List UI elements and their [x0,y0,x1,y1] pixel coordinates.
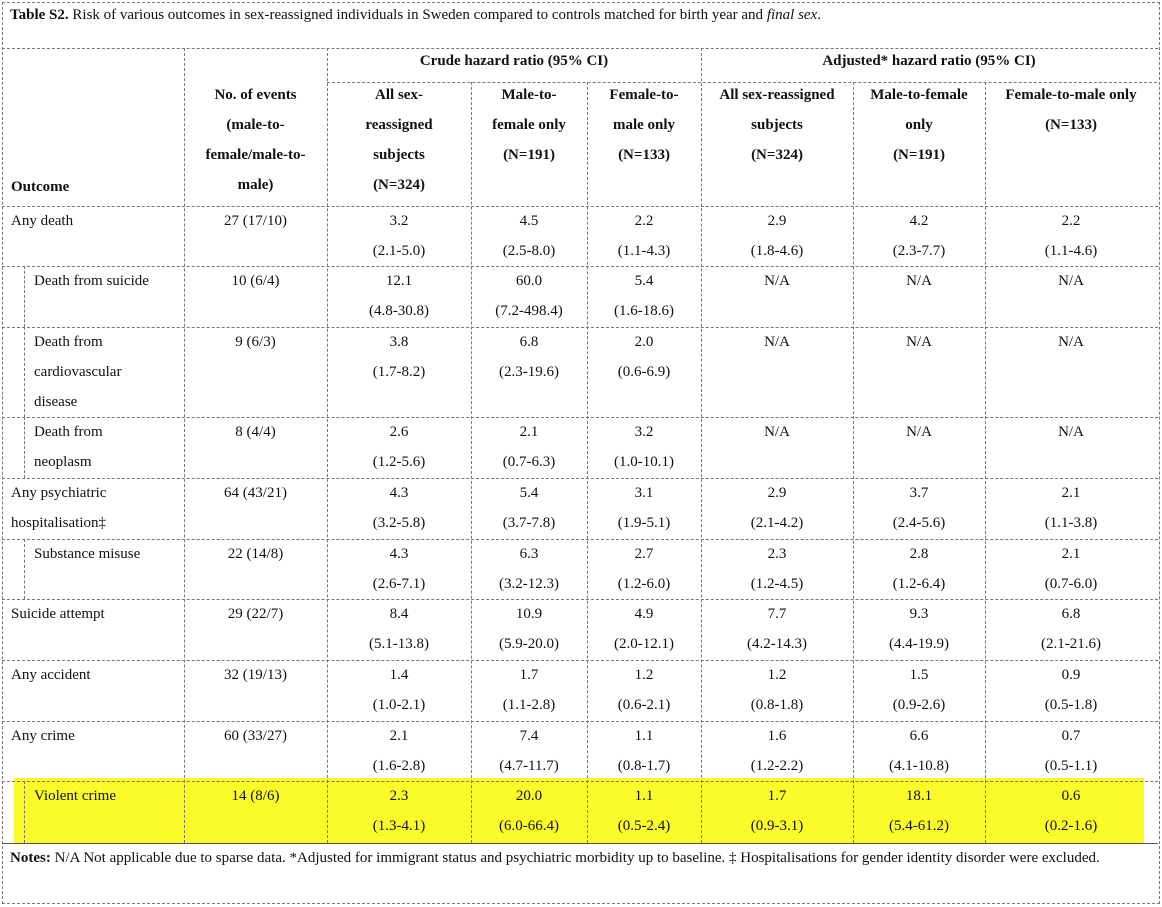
header-adjusted-mtf: (N=191) [893,147,945,163]
notes-label: Notes: [10,850,51,866]
outcome-label: cardiovascular [34,364,122,380]
confidence-interval: (2.1-5.0) [372,243,426,259]
rule-indent [24,539,25,599]
header-adjusted-ftm: Female-to-male only [1005,87,1137,103]
events-count: 22 (14/8) [227,546,284,562]
confidence-interval: (5.1-13.8) [369,636,429,652]
outcome-label: disease [34,394,78,410]
confidence-interval: (2.1-21.6) [1041,636,1101,652]
hazard-ratio: 6.8 [1061,606,1081,622]
events-count: 64 (43/21) [224,485,287,501]
hazard-ratio: 2.1 [1061,485,1081,501]
confidence-interval: (0.8-1.7) [617,758,671,774]
hazard-ratio: 6.8 [519,334,539,350]
events-count: 10 (6/4) [231,273,280,289]
confidence-interval: (4.4-19.9) [889,636,949,652]
events-count: 60 (33/27) [224,728,287,744]
header-events: female/male-to- [205,147,306,163]
confidence-interval: (1.2-5.6) [372,454,426,470]
confidence-interval: (3.2-12.3) [499,576,559,592]
events-count: 14 (8/6) [231,788,280,804]
confidence-interval: (3.7-7.8) [502,515,556,531]
header-adjusted-all: subjects [751,117,803,133]
events-count: 32 (19/13) [224,667,287,683]
confidence-interval: (2.4-5.6) [892,515,946,531]
hazard-ratio: 6.3 [519,546,539,562]
hazard-ratio: 2.0 [634,334,654,350]
confidence-interval: (2.3-7.7) [892,243,946,259]
hazard-ratio: 4.5 [519,213,539,229]
header-events: male) [237,177,274,193]
events-count: 29 (22/7) [227,606,284,622]
hazard-ratio: 6.6 [909,728,929,744]
confidence-interval: (1.6-18.6) [614,303,674,319]
confidence-interval: (4.2-14.3) [747,636,807,652]
hazard-ratio: 0.7 [1061,728,1081,744]
hazard-ratio: 4.9 [634,606,654,622]
header-adjusted-ftm: (N=133) [1045,117,1097,133]
hazard-ratio: 2.9 [767,213,787,229]
hazard-ratio: N/A [1058,424,1084,440]
confidence-interval: (1.2-6.4) [892,576,946,592]
confidence-interval: (0.9-2.6) [892,697,946,713]
hazard-ratio: 20.0 [515,788,543,804]
outcome-label: hospitalisation‡ [11,515,106,531]
outcome-label: Death from suicide [34,273,149,289]
confidence-interval: (4.7-11.7) [499,758,559,774]
outcome-label: Any psychiatric [11,485,107,501]
confidence-interval: (5.4-61.2) [889,818,949,834]
rule-indent [24,781,25,843]
caption-label: Table S2. [10,7,69,23]
events-count: 8 (4/4) [235,424,276,440]
confidence-interval: (2.0-12.1) [614,636,674,652]
confidence-interval: (0.5-1.8) [1044,697,1098,713]
confidence-interval: (0.6-2.1) [617,697,671,713]
events-count: 27 (17/10) [224,213,287,229]
confidence-interval: (1.1-2.8) [502,697,556,713]
table-caption [10,6,1150,24]
confidence-interval: (0.8-1.8) [750,697,804,713]
hazard-ratio: 2.3 [767,546,787,562]
confidence-interval: (1.6-2.8) [372,758,426,774]
caption-end: . [817,7,821,23]
hazard-ratio: 5.4 [634,273,654,289]
header-adjusted-mtf: only [905,117,933,133]
header-crude-mtf: female only [492,117,566,133]
hazard-ratio: 0.6 [1061,788,1081,804]
hazard-ratio: 2.1 [519,424,539,440]
outcome-label: neoplasm [34,454,92,470]
confidence-interval: (1.2-6.0) [617,576,671,592]
hazard-ratio: 60.0 [515,273,543,289]
outcome-label: Violent crime [34,788,116,804]
confidence-interval: (0.9-3.1) [750,818,804,834]
hazard-ratio: N/A [764,424,790,440]
hazard-ratio: 7.7 [767,606,787,622]
confidence-interval: (2.3-19.6) [499,364,559,380]
header-adjusted-all: All sex-reassigned [719,87,835,103]
confidence-interval: (0.7-6.3) [502,454,556,470]
confidence-interval: (1.2-4.5) [750,576,804,592]
caption-text: Risk of various outcomes in sex-reassigned individuals in Sweden compared to controls matched for birth year and [68,7,767,23]
hazard-ratio: 1.1 [634,728,654,744]
outcome-label: Substance misuse [34,546,141,562]
hazard-ratio: 2.7 [634,546,654,562]
confidence-interval: (7.2-498.4) [495,303,563,319]
confidence-interval: (0.7-6.0) [1044,576,1098,592]
header-crude-all: All sex- [375,87,423,103]
confidence-interval: (2.6-7.1) [372,576,426,592]
hazard-ratio: 9.3 [909,606,929,622]
confidence-interval: (1.1-4.6) [1044,243,1098,259]
hazard-ratio: N/A [764,334,790,350]
hazard-ratio: 4.3 [389,546,409,562]
outcome-label: Suicide attempt [11,606,105,622]
outcome-label: Death from [34,334,103,350]
hazard-ratio: N/A [906,334,932,350]
hazard-ratio: N/A [906,424,932,440]
hazard-ratio: 1.1 [634,788,654,804]
header-crude-all: subjects [373,147,425,163]
hazard-ratio: 2.9 [767,485,787,501]
header-adjusted-group: Adjusted* hazard ratio (95% CI) [822,53,1036,69]
confidence-interval: (2.5-8.0) [502,243,556,259]
hazard-ratio: 8.4 [389,606,409,622]
confidence-interval: (1.1-3.8) [1044,515,1098,531]
confidence-interval: (2.1-4.2) [750,515,804,531]
hazard-ratio: 3.1 [634,485,654,501]
hazard-ratio: 1.2 [634,667,654,683]
hazard-ratio: 3.2 [389,213,409,229]
confidence-interval: (1.8-4.6) [750,243,804,259]
header-outcome: Outcome [11,179,70,195]
hazard-ratio: N/A [1058,273,1084,289]
hazard-ratio: 2.3 [389,788,409,804]
confidence-interval: (1.0-2.1) [372,697,426,713]
hazard-ratio: 0.9 [1061,667,1081,683]
hazard-ratio: N/A [906,273,932,289]
outcome-label: Any death [11,213,74,229]
notes-text: N/A Not applicable due to sparse data. *Adjusted for immigrant status and psychiatric morbidity up to baseline. ‡ Hospitalisations for gender identity disorder were excluded. [50,850,1100,866]
hazard-ratio: 5.4 [519,485,539,501]
header-events: (male-to- [226,117,285,133]
hazard-ratio: 2.2 [634,213,654,229]
hazard-ratio: 3.2 [634,424,654,440]
confidence-interval: (0.2-1.6) [1044,818,1098,834]
header-crude-mtf: (N=191) [503,147,555,163]
confidence-interval: (1.7-8.2) [372,364,426,380]
confidence-interval: (3.2-5.8) [372,515,426,531]
events-count: 9 (6/3) [235,334,276,350]
hazard-ratio: 1.7 [519,667,539,683]
hazard-ratio: 3.8 [389,334,409,350]
confidence-interval: (4.8-30.8) [369,303,429,319]
confidence-interval: (5.9-20.0) [499,636,559,652]
hazard-ratio: 1.4 [389,667,409,683]
header-crude-ftm: male only [612,117,676,133]
table-notes [10,843,1150,873]
header-crude-mtf: Male-to- [501,87,557,103]
hazard-ratio: 7.4 [519,728,539,744]
confidence-interval: (1.9-5.1) [617,515,671,531]
hazard-ratio: 1.6 [767,728,787,744]
hazard-ratio: 1.5 [909,667,929,683]
hazard-ratio: 1.7 [767,788,787,804]
confidence-interval: (6.0-66.4) [499,818,559,834]
hazard-ratio: N/A [1058,334,1084,350]
rule-indent [24,327,25,417]
confidence-interval: (1.2-2.2) [750,758,804,774]
outcome-label: Any accident [11,667,91,683]
hazard-ratio: 4.3 [389,485,409,501]
header-adjusted-all: (N=324) [751,147,803,163]
hazard-ratio: 2.6 [389,424,409,440]
confidence-interval: (1.1-4.3) [617,243,671,259]
header-adjusted-mtf: Male-to-female [870,87,968,103]
confidence-interval: (0.6-6.9) [617,364,671,380]
caption-italic: final sex [766,7,818,23]
hazard-ratio: 10.9 [515,606,543,622]
hazard-ratio: 1.2 [767,667,787,683]
hazard-ratio: 4.2 [909,213,929,229]
header-events: No. of events [214,87,297,103]
confidence-interval: (1.0-10.1) [614,454,674,470]
hazard-ratio: 2.8 [909,546,929,562]
header-crude-ftm: (N=133) [618,147,670,163]
hazard-ratio: 18.1 [905,788,933,804]
hazard-ratio: N/A [764,273,790,289]
hazard-ratio: 2.1 [389,728,409,744]
outcome-label: Any crime [11,728,75,744]
confidence-interval: (4.1-10.8) [889,758,949,774]
outcome-label: Death from [34,424,103,440]
confidence-interval: (1.3-4.1) [372,818,426,834]
confidence-interval: (0.5-2.4) [617,818,671,834]
hazard-ratio: 2.2 [1061,213,1081,229]
confidence-interval: (0.5-1.1) [1044,758,1098,774]
header-crude-ftm: Female-to- [609,87,679,103]
hazard-ratio: 3.7 [909,485,929,501]
rule-indent [24,417,25,478]
hazard-ratio: 12.1 [385,273,413,289]
rule-indent [24,266,25,327]
hazard-ratio: 2.1 [1061,546,1081,562]
header-crude-all: reassigned [365,117,433,133]
header-crude-group: Crude hazard ratio (95% CI) [419,53,609,69]
header-crude-all: (N=324) [373,177,425,193]
